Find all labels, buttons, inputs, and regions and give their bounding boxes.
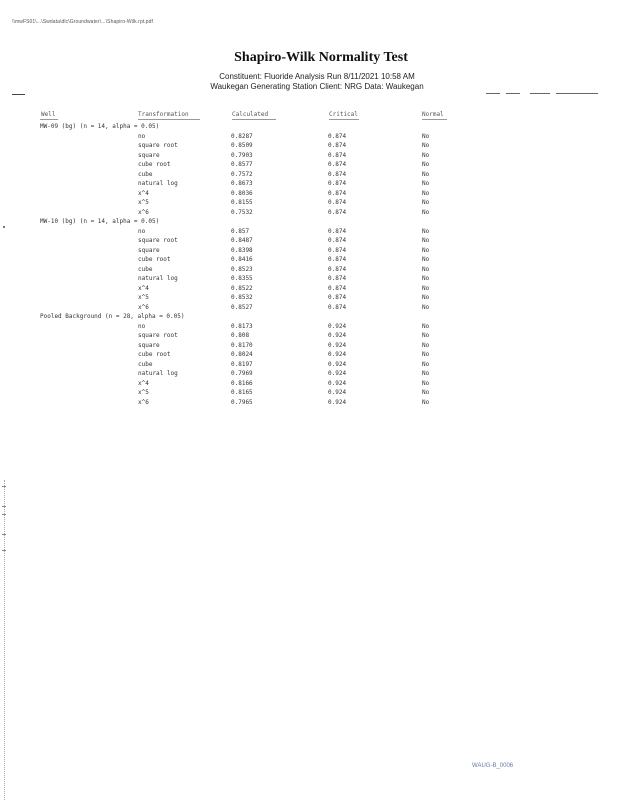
table-row: [40, 179, 462, 189]
calculated-cell: 0.8523: [231, 265, 253, 273]
well-cell: [40, 255, 138, 265]
column-header-underline: [40, 119, 58, 120]
critical-cell: 0.874: [328, 142, 347, 149]
calculated-cell: 0.8170: [231, 341, 253, 349]
well-cell: [40, 350, 138, 360]
well-cell: [40, 274, 138, 284]
column-header-well: Well: [41, 111, 56, 118]
calculated-cell: 0.7965: [231, 398, 253, 406]
well-cell: [40, 293, 138, 303]
table-row: [40, 132, 462, 142]
table-row: [40, 189, 462, 199]
column-header-underline: [329, 119, 359, 120]
critical-cell: 0.874: [328, 303, 347, 311]
transformation-cell: cube root: [138, 351, 171, 358]
margin-mark: [3, 226, 5, 228]
well-cell: [40, 246, 138, 256]
table-row: [40, 227, 462, 237]
transformation-cell: natural log: [138, 180, 178, 187]
transformation-cell: x^5: [138, 294, 149, 301]
critical-cell: 0.874: [328, 199, 347, 206]
critical-cell: 0.874: [328, 161, 347, 168]
normal-cell: No: [422, 360, 430, 368]
margin-tick: [2, 506, 6, 507]
normal-cell: No: [422, 189, 430, 197]
transformation-cell: square: [138, 151, 160, 159]
critical-cell: 0.924: [328, 370, 347, 377]
critical-cell: 0.874: [328, 256, 347, 263]
critical-cell: 0.874: [328, 151, 347, 159]
table-row: [40, 322, 462, 332]
calculated-cell: 0.808: [231, 332, 250, 339]
normal-cell: No: [422, 370, 430, 377]
well-cell: [40, 227, 138, 237]
critical-cell: 0.874: [328, 180, 347, 187]
calculated-cell: 0.8577: [231, 161, 253, 168]
table-row: [40, 246, 462, 256]
group-title: MW-09 (bg) (n = 14, alpha = 0.05): [40, 123, 160, 130]
calculated-cell: 0.8197: [231, 360, 253, 368]
calculated-cell: 0.8173: [231, 322, 253, 330]
table-row: [40, 265, 462, 275]
critical-cell: 0.874: [328, 265, 347, 273]
table-group-header: [40, 122, 462, 132]
critical-cell: 0.924: [328, 379, 347, 387]
well-cell: [40, 179, 138, 189]
normal-cell: No: [422, 322, 430, 330]
group-title: MW-10 (bg) (n = 14, alpha = 0.05): [40, 218, 160, 225]
critical-cell: 0.874: [328, 208, 347, 216]
header-rule-right-4: [556, 93, 598, 94]
column-header-underline: [422, 119, 447, 120]
well-cell: [40, 170, 138, 180]
transformation-cell: square: [138, 341, 160, 349]
well-cell: [40, 369, 138, 379]
well-cell: [40, 284, 138, 294]
transformation-cell: x^4: [138, 284, 149, 292]
column-header-normal: Normal: [422, 111, 444, 118]
margin-tick: [2, 550, 6, 551]
normal-cell: No: [422, 151, 430, 159]
table-row: [40, 350, 462, 360]
normal-cell: No: [422, 351, 430, 358]
normal-cell: No: [422, 142, 430, 149]
calculated-cell: 0.8487: [231, 237, 253, 244]
table-row: [40, 236, 462, 246]
table-row: [40, 274, 462, 284]
well-cell: [40, 141, 138, 151]
transformation-cell: x^6: [138, 208, 149, 216]
calculated-cell: 0.8024: [231, 351, 253, 358]
margin-dotted-line: [4, 480, 7, 800]
calculated-cell: 0.7969: [231, 370, 253, 377]
table-row: [40, 388, 462, 398]
table-row: [40, 141, 462, 151]
critical-cell: 0.874: [328, 237, 347, 244]
transformation-cell: x^4: [138, 189, 149, 197]
critical-cell: 0.924: [328, 332, 347, 339]
table-row: [40, 198, 462, 208]
critical-cell: 0.924: [328, 398, 347, 406]
normal-cell: No: [422, 398, 430, 406]
normal-cell: No: [422, 132, 430, 140]
transformation-cell: natural log: [138, 275, 178, 282]
transformation-cell: no: [138, 227, 146, 235]
critical-cell: 0.874: [328, 132, 347, 140]
transformation-cell: square root: [138, 142, 178, 149]
transformation-cell: no: [138, 132, 146, 140]
well-cell: [40, 303, 138, 313]
table-row: [40, 160, 462, 170]
transformation-cell: x^4: [138, 379, 149, 387]
well-cell: [40, 160, 138, 170]
report-subtitle-constituent: Constituent: Fluoride Analysis Run 8/11/2021 10:58 AM: [219, 72, 415, 81]
table-row: [40, 331, 462, 341]
calculated-cell: 0.857: [231, 227, 250, 235]
table-row: [40, 208, 462, 218]
transformation-cell: x^6: [138, 303, 149, 311]
normal-cell: No: [422, 389, 430, 396]
column-header-critical: Critical: [329, 111, 358, 118]
calculated-cell: 0.8522: [231, 284, 253, 292]
well-cell: [40, 208, 138, 218]
normal-cell: No: [422, 208, 430, 216]
normal-cell: No: [422, 246, 430, 254]
table-row: [40, 303, 462, 313]
transformation-cell: natural log: [138, 370, 178, 377]
table-row: [40, 379, 462, 389]
calculated-cell: 0.7532: [231, 208, 253, 216]
normal-cell: No: [422, 199, 430, 206]
margin-tick: [2, 514, 6, 515]
calculated-cell: 0.8287: [231, 132, 253, 140]
well-cell: [40, 322, 138, 332]
calculated-cell: 0.8416: [231, 256, 253, 263]
normal-cell: No: [422, 379, 430, 387]
table-row: [40, 293, 462, 303]
normal-cell: No: [422, 237, 430, 244]
table-row: [40, 398, 462, 408]
well-cell: [40, 236, 138, 246]
critical-cell: 0.924: [328, 341, 347, 349]
well-cell: [40, 189, 138, 199]
normal-cell: No: [422, 170, 430, 178]
well-cell: [40, 331, 138, 341]
calculated-cell: 0.8355: [231, 275, 253, 282]
critical-cell: 0.874: [328, 246, 347, 254]
critical-cell: 0.924: [328, 351, 347, 358]
calculated-cell: 0.8532: [231, 294, 253, 301]
transformation-cell: x^6: [138, 398, 149, 406]
calculated-cell: 0.8527: [231, 303, 253, 311]
table-row: [40, 170, 462, 180]
table-row: [40, 151, 462, 161]
table-group-header: [40, 312, 462, 322]
critical-cell: 0.874: [328, 170, 347, 178]
calculated-cell: 0.8673: [231, 180, 253, 187]
calculated-cell: 0.8165: [231, 389, 253, 396]
normal-cell: No: [422, 332, 430, 339]
well-cell: [40, 379, 138, 389]
transformation-cell: square: [138, 246, 160, 254]
header-rule-right-1: [486, 93, 500, 94]
normal-cell: No: [422, 294, 430, 301]
critical-cell: 0.874: [328, 189, 347, 197]
well-cell: [40, 388, 138, 398]
margin-tick: [2, 486, 6, 487]
normal-cell: No: [422, 180, 430, 187]
well-cell: [40, 132, 138, 142]
critical-cell: 0.874: [328, 275, 347, 282]
transformation-cell: x^5: [138, 389, 149, 396]
column-header-calculated: Calculated: [232, 111, 269, 118]
normal-cell: No: [422, 284, 430, 292]
calculated-cell: 0.8509: [231, 142, 253, 149]
transformation-cell: square root: [138, 332, 178, 339]
transformation-cell: no: [138, 322, 146, 330]
well-cell: [40, 360, 138, 370]
transformation-cell: cube: [138, 170, 153, 178]
normal-cell: No: [422, 275, 430, 282]
table-row: [40, 369, 462, 379]
well-cell: [40, 198, 138, 208]
transformation-cell: square root: [138, 237, 178, 244]
normal-cell: No: [422, 265, 430, 273]
header-rule-right-3: [530, 93, 550, 94]
transformation-cell: cube: [138, 360, 153, 368]
critical-cell: 0.924: [328, 389, 347, 396]
calculated-cell: 0.8398: [231, 246, 253, 254]
file-path-header: \\mwFS01\...\Swdata\dlc\Groundwater\...\Shapiro-Wilk.rpt.pdf: [12, 19, 154, 25]
normal-cell: No: [422, 161, 430, 168]
critical-cell: 0.874: [328, 227, 347, 235]
critical-cell: 0.874: [328, 294, 347, 301]
calculated-cell: 0.8166: [231, 379, 253, 387]
column-header-underline: [138, 119, 200, 120]
well-cell: [40, 151, 138, 161]
report-subtitle-station: Waukegan Generating Station Client: NRG Data: Waukegan: [210, 82, 424, 91]
header-rule-right-2: [506, 93, 520, 94]
transformation-cell: cube: [138, 265, 153, 273]
calculated-cell: 0.8036: [231, 189, 253, 197]
calculated-cell: 0.8155: [231, 199, 253, 206]
normal-cell: No: [422, 341, 430, 349]
table-row: [40, 255, 462, 265]
critical-cell: 0.874: [328, 284, 347, 292]
table-group-header: [40, 217, 462, 227]
calculated-cell: 0.7903: [231, 151, 253, 159]
critical-cell: 0.924: [328, 322, 347, 330]
group-title: Pooled Background (n = 28, alpha = 0.05): [40, 313, 185, 320]
well-cell: [40, 265, 138, 275]
table-row: [40, 341, 462, 351]
critical-cell: 0.924: [328, 360, 347, 368]
table-row: [40, 360, 462, 370]
header-rule-left: [12, 94, 25, 95]
column-header-underline: [232, 119, 276, 120]
report-title: Shapiro-Wilk Normality Test: [234, 50, 408, 65]
document-footer-id: WAUG-B_0006: [472, 763, 514, 769]
well-cell: [40, 341, 138, 351]
calculated-cell: 0.7572: [231, 170, 253, 178]
column-header-transformation: Transformation: [138, 111, 189, 118]
normal-cell: No: [422, 303, 430, 311]
normal-cell: No: [422, 256, 430, 263]
transformation-cell: cube root: [138, 161, 171, 168]
transformation-cell: cube root: [138, 256, 171, 263]
margin-tick: [2, 534, 6, 535]
table-row: [40, 284, 462, 294]
well-cell: [40, 398, 138, 408]
normality-results-table: [40, 122, 462, 407]
transformation-cell: x^5: [138, 199, 149, 206]
normal-cell: No: [422, 227, 430, 235]
